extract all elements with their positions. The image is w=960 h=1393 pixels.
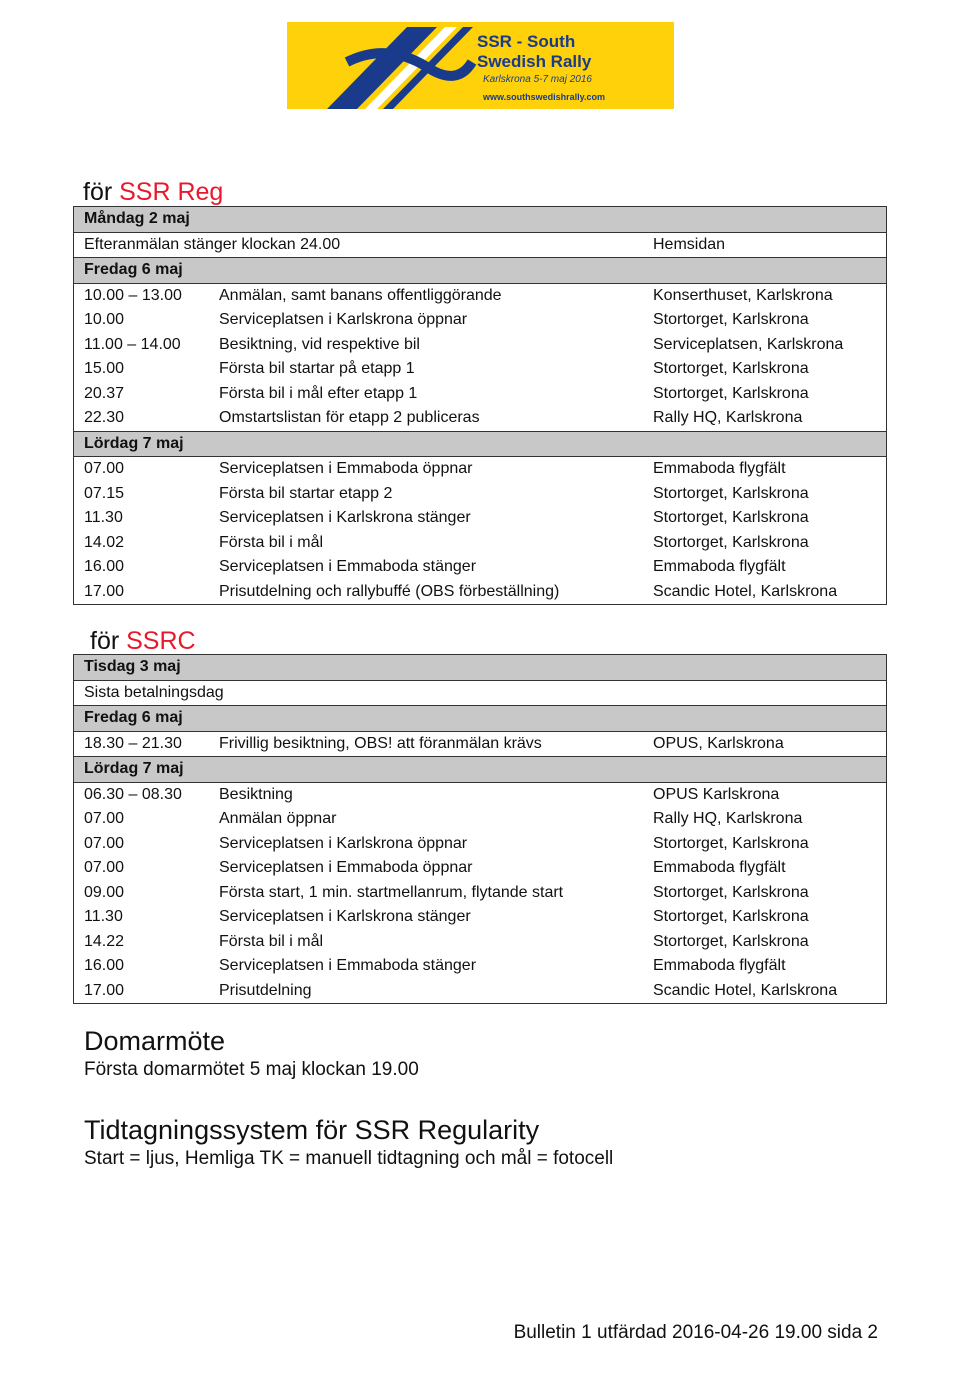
section-title-accent: SSRC: [126, 627, 196, 655]
event-cell: Efteranmälan stänger klockan 24.00: [84, 235, 341, 253]
table-row: [74, 482, 887, 507]
time-cell: 07.00: [84, 859, 125, 877]
time-cell: 10.00: [84, 311, 125, 329]
day-header-row: [74, 258, 887, 284]
event-cell: Besiktning, vid respektive bil: [219, 335, 420, 353]
event-logo: [287, 22, 674, 109]
place-cell: Stortorget, Karlskrona: [653, 384, 809, 402]
day-header: Lördag 7 maj: [74, 431, 887, 457]
schedule-table-ssr-reg: [73, 206, 887, 605]
section-title-accent: SSR Reg: [119, 178, 224, 206]
time-cell: 14.22: [84, 932, 125, 950]
table-row: [74, 333, 887, 358]
event-cell: Serviceplatsen i Karlskrona stänger: [219, 908, 471, 926]
logo-dates: Karlskrona 5-7 maj 2016: [483, 74, 592, 85]
time-cell: 16.00: [84, 957, 125, 975]
time-cell: 07.00: [84, 810, 125, 828]
domarmote-text: Första domarmötet 5 maj klockan 19.00: [84, 1059, 419, 1080]
table-row: [74, 406, 887, 431]
time-cell: 10.00 – 13.00: [84, 286, 182, 304]
event-cell: Prisutdelning och rallybuffé (OBS förbeställning): [219, 582, 560, 600]
place-cell: Rally HQ, Karlskrona: [653, 409, 803, 427]
table-row: [74, 881, 887, 906]
day-header: Fredag 6 maj: [74, 258, 887, 284]
place-cell: Konserthuset, Karlskrona: [653, 286, 833, 304]
event-cell: Prisutdelning: [219, 981, 312, 999]
event-cell: Första bil startar etapp 2: [219, 484, 393, 502]
place-cell: Stortorget, Karlskrona: [653, 509, 809, 527]
logo-title-line1: SSR - South: [477, 32, 576, 51]
domarmote-heading: Domarmöte: [84, 1026, 226, 1056]
place-cell: Hemsidan: [653, 235, 726, 253]
page-footer: Bulletin 1 utfärdad 2016-04-26 19.00 sida 2: [513, 1322, 878, 1343]
time-cell: 07.15: [84, 484, 125, 502]
table-row: [74, 232, 887, 258]
table-row: [74, 357, 887, 382]
day-header: Fredag 6 maj: [74, 706, 887, 732]
place-cell: Stortorget, Karlskrona: [653, 484, 809, 502]
table-row: [74, 457, 887, 482]
place-cell: Stortorget, Karlskrona: [653, 360, 809, 378]
event-cell: Serviceplatsen i Karlskrona öppnar: [219, 311, 468, 329]
day-header-row: [74, 655, 887, 681]
day-header-row: [74, 757, 887, 783]
table-row: [74, 555, 887, 580]
event-cell: Serviceplatsen i Emmaboda öppnar: [219, 460, 473, 478]
timing-text: Start = ljus, Hemliga TK = manuell tidtagning och mål = fotocell: [84, 1148, 614, 1169]
table-row: [74, 807, 887, 832]
event-cell: Serviceplatsen i Karlskrona stänger: [219, 509, 471, 527]
table-row: [74, 308, 887, 333]
day-header: Måndag 2 maj: [74, 207, 887, 233]
table-row: [74, 731, 887, 757]
place-cell: [643, 680, 887, 706]
event-cell: Frivillig besiktning, OBS! att föranmälan krävs: [219, 734, 542, 752]
day-header-row: [74, 706, 887, 732]
time-cell: 22.30: [84, 409, 125, 427]
table-row: [74, 832, 887, 857]
section-title-ssrc: [90, 627, 196, 656]
table-row: [74, 930, 887, 955]
time-cell: 07.00: [84, 460, 125, 478]
place-cell: OPUS, Karlskrona: [653, 734, 784, 752]
time-cell: 14.02: [84, 533, 125, 551]
section-title-ssr-reg: [83, 178, 223, 207]
table-row: [74, 580, 887, 605]
time-cell: 06.30 – 08.30: [84, 785, 182, 803]
table-row: [74, 905, 887, 930]
event-cell: Första bil i mål efter etapp 1: [219, 384, 418, 402]
schedule-table-ssrc: [73, 654, 887, 1004]
time-cell: 11.30: [84, 908, 123, 926]
table-row: [74, 283, 887, 308]
time-cell: 18.30 – 21.30: [84, 734, 182, 752]
table-row: [74, 979, 887, 1004]
time-cell: 07.00: [84, 834, 125, 852]
table-row: [74, 782, 887, 807]
place-cell: Stortorget, Karlskrona: [653, 533, 809, 551]
place-cell: Emmaboda flygfält: [653, 460, 786, 478]
time-cell: 11.30: [84, 509, 123, 527]
place-cell: Serviceplatsen, Karlskrona: [653, 335, 844, 353]
time-cell: 15.00: [84, 360, 125, 378]
table-row: [74, 680, 887, 706]
place-cell: Stortorget, Karlskrona: [653, 834, 809, 852]
place-cell: Rally HQ, Karlskrona: [653, 810, 803, 828]
place-cell: Stortorget, Karlskrona: [653, 311, 809, 329]
time-cell: 16.00: [84, 558, 125, 576]
event-cell: Serviceplatsen i Emmaboda stänger: [219, 957, 477, 975]
logo-title-line2: Swedish Rally: [477, 52, 592, 71]
day-header-row: [74, 207, 887, 233]
time-cell: 20.37: [84, 384, 125, 402]
timing-heading: Tidtagningssystem för SSR Regularity: [84, 1115, 540, 1145]
table-row: [74, 531, 887, 556]
event-cell: Serviceplatsen i Karlskrona öppnar: [219, 834, 468, 852]
place-cell: Scandic Hotel, Karlskrona: [653, 582, 838, 600]
event-cell: Första start, 1 min. startmellanrum, flytande start: [219, 883, 564, 901]
place-cell: Scandic Hotel, Karlskrona: [653, 981, 838, 999]
place-cell: Emmaboda flygfält: [653, 859, 786, 877]
table-row: [74, 954, 887, 979]
event-cell: Första bil i mål: [219, 533, 324, 551]
table-row: [74, 506, 887, 531]
event-cell: Sista betalningsdag: [84, 683, 224, 701]
table-row: [74, 856, 887, 881]
event-cell: Serviceplatsen i Emmaboda stänger: [219, 558, 477, 576]
day-header: Tisdag 3 maj: [74, 655, 887, 681]
place-cell: OPUS Karlskrona: [653, 785, 780, 803]
event-cell: Serviceplatsen i Emmaboda öppnar: [219, 859, 473, 877]
section-title-prefix: för: [90, 627, 127, 655]
day-header: Lördag 7 maj: [74, 757, 887, 783]
event-cell: Första bil startar på etapp 1: [219, 360, 415, 378]
event-cell: Anmälan öppnar: [219, 810, 337, 828]
table-row: [74, 382, 887, 407]
time-cell: 17.00: [84, 582, 125, 600]
section-title-prefix: för: [83, 178, 120, 206]
day-header-row: [74, 431, 887, 457]
place-cell: Stortorget, Karlskrona: [653, 883, 809, 901]
time-cell: 09.00: [84, 883, 125, 901]
time-cell: 11.00 – 14.00: [84, 335, 181, 353]
place-cell: Emmaboda flygfält: [653, 957, 786, 975]
place-cell: Stortorget, Karlskrona: [653, 908, 809, 926]
place-cell: Emmaboda flygfält: [653, 558, 786, 576]
time-cell: 17.00: [84, 981, 125, 999]
logo-url: www.southswedishrally.com: [483, 92, 606, 102]
event-cell: Första bil i mål: [219, 932, 324, 950]
event-cell: Anmälan, samt banans offentliggörande: [219, 286, 502, 304]
event-cell: Omstartslistan för etapp 2 publiceras: [219, 409, 480, 427]
event-cell: Besiktning: [219, 785, 293, 803]
place-cell: Stortorget, Karlskrona: [653, 932, 809, 950]
